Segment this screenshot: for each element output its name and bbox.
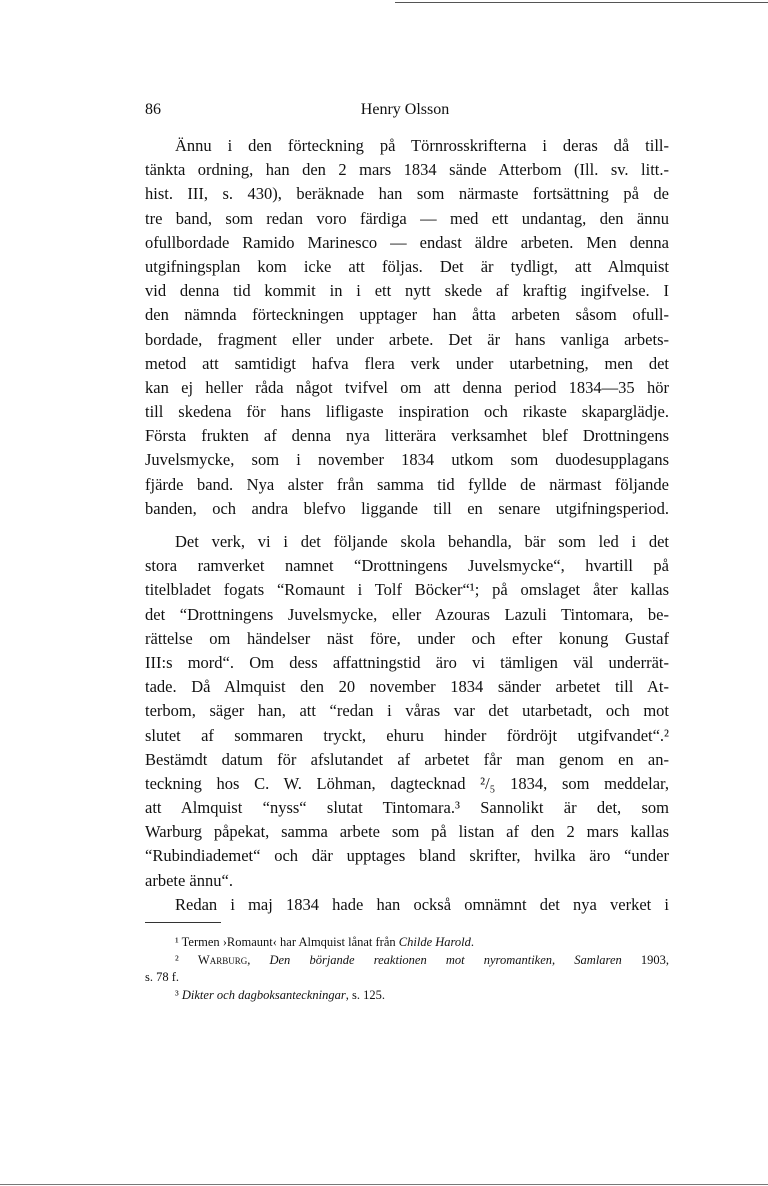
text-line: tre band, som redan voro färdiga — med ett undantag, den ännu <box>145 208 669 228</box>
footnotes <box>145 934 669 1004</box>
text-line: metod att samtidigt hafva flera verk under utarbetning, men det <box>145 353 669 373</box>
text-line: titelbladet fogats “Romaunt i Tolf Böcker“¹; på omslaget åter kallas <box>145 580 669 600</box>
text-line: det “Drottningens Juvelsmycke, eller Azouras Lazuli Tintomara, be- <box>145 604 669 624</box>
footnote-text: ² <box>175 952 198 967</box>
body-text <box>145 134 669 917</box>
text-line: Warburg påpekat, samma arbete som på listan af den 2 mars kallas <box>145 822 669 842</box>
footnote-text: , s. 125. <box>345 987 385 1002</box>
text-line: Det verk, vi i det följande skola behandla, bär som led i det <box>175 532 669 551</box>
text-line: “Rubindiademet“ och där upptages bland skrifter, hvilka äro “under <box>145 846 669 866</box>
footnote <box>145 934 669 952</box>
footnote-text: . <box>470 935 475 949</box>
text-line: kan ej heller råda något tvifvel om att denna period 1834—35 hör <box>145 377 669 397</box>
text-line: rättelse om händelser näst före, under och efter konung Gustaf <box>145 628 669 648</box>
text-line: teckning hos C. W. Löhman, dagtecknad ²/₅ 1834, som meddelar, <box>145 773 669 793</box>
running-head: Henry Olsson <box>360 101 450 118</box>
text-line: Redan i maj 1834 hade han också omnämnt det nya verket i <box>175 894 669 914</box>
footnote-text: ³ <box>175 987 182 1002</box>
text-line: stora ramverket namnet “Drottningens Juvelsmycke“, hvartill på <box>145 556 669 576</box>
text-line: arbete ännu“. <box>145 870 233 890</box>
text-line: Ännu i den förteckning på Törnrosskrifterna i deras då till- <box>175 136 669 155</box>
text-line: Juvelsmycke, som i november 1834 utkom som duodesupplagans <box>145 450 669 470</box>
text-line: Bestämdt datum för afslutandet af arbetet får man genom en an- <box>145 749 669 769</box>
text-line: utgifningsplan kom icke att följas. Det är tydligt, att Almquist <box>145 256 669 276</box>
text-line: fjärde band. Nya alster från samma tid fyllde de närmast följande <box>145 474 669 494</box>
footnote-text: , <box>247 952 270 967</box>
page-edge-bottom <box>0 1184 768 1185</box>
footnote-text: 1903, <box>621 952 669 967</box>
footnote-text: ¹ Termen ›Romaunt‹ har Almquist lånat från <box>175 935 399 949</box>
text-line: terbom, säger han, att “redan i våras var det utarbetadt, och mot <box>145 701 669 721</box>
text-line: tade. Då Almquist den 20 november 1834 sänder arbetet till At- <box>145 677 669 697</box>
footnote <box>145 952 669 970</box>
footnote-text: Warburg <box>197 952 248 967</box>
footnote-text: Den börjande reaktionen mot nyromantiken, Samlaren <box>269 952 622 967</box>
text-line: banden, och andra blefvo liggande till en senare utgifningsperiod. <box>145 498 669 518</box>
footnote-text: Dikter och dagboksanteckningar <box>181 987 346 1002</box>
page-edge-top <box>395 2 768 3</box>
text-line: att Almquist “nyss“ slutat Tintomara.³ Sannolikt är det, som <box>145 798 669 818</box>
footnote-text: Childe Harold <box>398 935 471 949</box>
text-line: slutet af sommaren tryckt, ehuru hinder fördröjt utgifvandet“.² <box>145 725 669 745</box>
page-number: 86 <box>145 101 161 118</box>
footnote <box>145 969 669 987</box>
text-line: tänkta ordning, han den 2 mars 1834 sände Atterbom (Ill. sv. litt.- <box>145 160 669 180</box>
footnote-text: s. 78 f. <box>145 970 180 984</box>
footnote-rule <box>145 922 221 923</box>
text-line: III:s mord“. Om dess affattningstid äro vi tämligen väl underrät- <box>145 652 669 672</box>
text-line: vid denna tid kommit in i ett nytt skede af kraftig ingifvelse. I <box>145 281 669 301</box>
text-line: den nämnda förteckningen upptager han åtta arbeten såsom ofull- <box>145 305 669 325</box>
text-line: ofullbordade Ramido Marinesco — endast äldre arbeten. Men denna <box>145 232 669 252</box>
text-line: Första frukten af denna nya litterära verksamhet blef Drottningens <box>145 426 669 446</box>
text-line: bordade, fragment eller under arbete. Det är hans vanliga arbets- <box>145 329 669 349</box>
footnote <box>145 987 669 1005</box>
text-line: till skedena för hans lifligaste inspiration och rikaste skaparglädje. <box>145 402 669 422</box>
text-line: hist. III, s. 430), beräknade han som närmaste fortsättning på de <box>145 184 669 204</box>
